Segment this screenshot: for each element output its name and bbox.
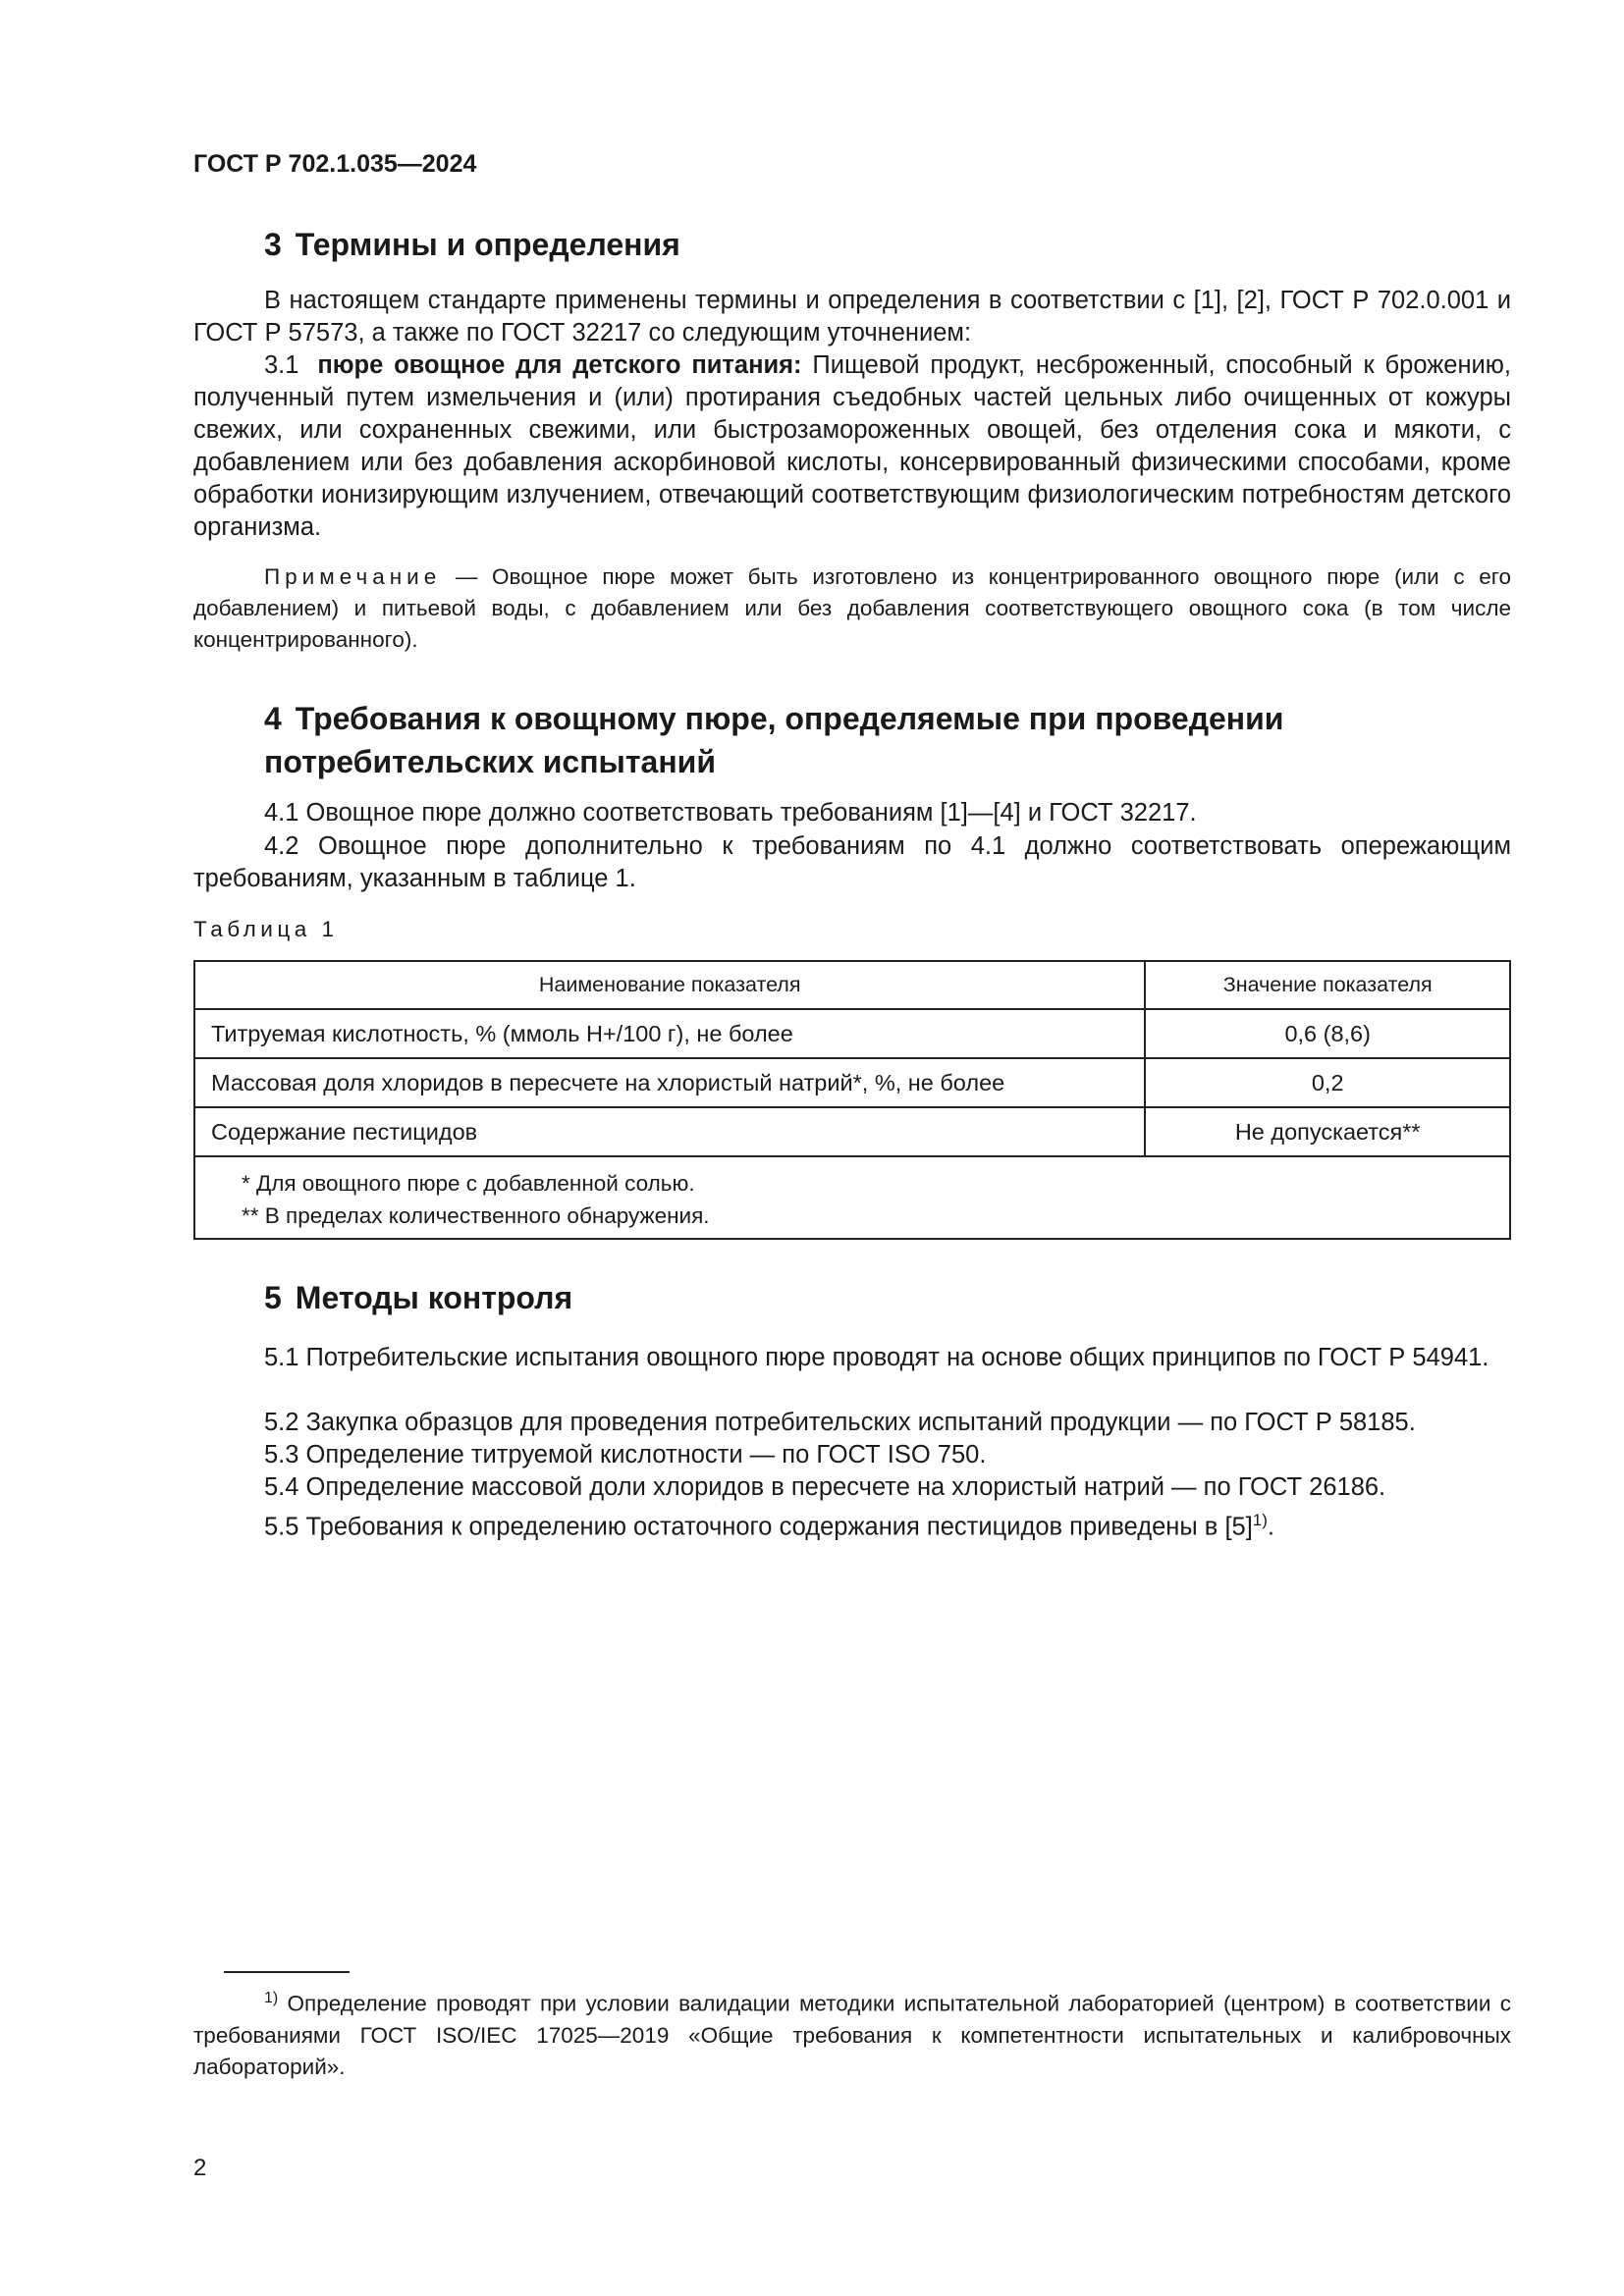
table-cell-value: 0,6 (8,6) <box>1145 1009 1510 1058</box>
footnote-reference: 1) <box>1252 1511 1268 1529</box>
section-4-title-line1: Требования к овощному пюре, определяемые при проведении <box>295 701 1284 736</box>
section-5-p1 <box>193 1342 1511 1374</box>
document-code: ГОСТ Р 702.1.035—2024 <box>193 150 477 178</box>
section-5-p5 <box>264 1504 1274 1544</box>
page-footnote-text: Определение проводят при условии валидации методики испытательной лабораторией (центром) в соответствии с требованиями ГОСТ ISO/IEC 17025—2019 «Общие требования к компетентности испытательных и калибровочных лабораторий». <box>193 1991 1511 2079</box>
footnote-divider <box>224 1971 350 1973</box>
table-caption: Таблица 1 <box>193 917 339 941</box>
section-5-heading <box>264 1276 572 1319</box>
section-4-number: 4 <box>264 701 282 736</box>
section-3-heading <box>264 223 680 266</box>
term-number: 3.1 <box>264 351 299 379</box>
note-label: Примечание <box>264 564 442 589</box>
section-3-intro-text: В настоящем стандарте применены термины и определения в соответствии с [1], [2], ГОСТ Р 702.0.001 и ГОСТ Р 57573, а также по ГОСТ 32217 со следующим уточнением: <box>193 287 1511 347</box>
table-row <box>194 1058 1510 1107</box>
section-5-p1-text: 5.1 Потребительские испытания овощного пюре проводят на основе общих принципов по ГОСТ Р 54941. <box>264 1344 1489 1371</box>
table-cell-name: Титруемая кислотность, % (ммоль H+/100 г), не более <box>194 1009 1145 1058</box>
section-5-p4: 5.4 Определение массовой доли хлоридов в пересчете на хлористый натрий — по ГОСТ 26186. <box>264 1473 1386 1501</box>
note <box>193 561 1511 656</box>
table-row <box>194 1107 1510 1156</box>
table-header-name: Наименование показателя <box>194 961 1145 1009</box>
table-cell-value: Не допускается** <box>1145 1107 1510 1156</box>
note-text: — Овощное пюре может быть изготовлено из концентрированного овощного пюре (или с его добавлением) и питьевой воды, с добавлением или без добавления соответствующего овощного сока (в том числе концентрированного). <box>193 564 1511 652</box>
table-row <box>194 1009 1510 1058</box>
page-number: 2 <box>193 2155 207 2181</box>
section-3-intro <box>193 285 1511 349</box>
section-5-title: Методы контроля <box>295 1280 573 1315</box>
table-footnote-1: * Для овощного пюре с добавленной солью. <box>242 1171 695 1196</box>
section-4-p2-text: 4.2 Овощное пюре дополнительно к требованиям по 4.1 должно соответствовать опережающим требованиям, указанным в таблице 1. <box>193 832 1511 892</box>
table-cell-name: Массовая доля хлоридов в пересчете на хлористый натрий*, %, не более <box>194 1058 1145 1107</box>
section-4-heading <box>264 697 1521 783</box>
table-cell-name: Содержание пестицидов <box>194 1107 1145 1156</box>
table-cell-value: 0,2 <box>1145 1058 1510 1107</box>
term-definition-text: Пищевой продукт, несброженный, способный к брожению, полученный путем измельчения и (или) протирания съедобных частей цельных либо очищенных от кожуры свежих, или сохраненных свежими, или быстрозамороженных овощей, без отделения сока и мякоти, с добавлением или без добавления аскорбиновой кислоты, консервированный физическими способами, кроме обработки ионизирующим излучением, отвечающий соответствующим физиологическим потребностям детского организма. <box>193 351 1511 541</box>
page-footnote-mark: 1) <box>264 1990 279 2006</box>
table-footnote-2: ** В пределах количественного обнаружения. <box>242 1203 710 1228</box>
section-5-p5-text: 5.5 Требования к определению остаточного содержания пестицидов приведены в [5] <box>264 1513 1253 1541</box>
section-4-p1 <box>193 797 1511 829</box>
section-4-p1-text: 4.1 Овощное пюре должно соответствовать требованиям [1]—[4] и ГОСТ 32217. <box>264 799 1197 827</box>
requirements-table <box>193 960 1511 1240</box>
section-5-p5-end: . <box>1267 1513 1275 1541</box>
table-footnotes <box>194 1156 1510 1239</box>
section-3-number: 3 <box>264 227 282 262</box>
table-header-row <box>194 961 1510 1009</box>
section-5-p2: 5.2 Закупка образцов для проведения потребительских испытаний продукции — по ГОСТ Р 58185. <box>264 1409 1416 1436</box>
section-5-number: 5 <box>264 1280 282 1315</box>
section-4-p2 <box>193 830 1511 895</box>
term-definition <box>193 349 1511 544</box>
page-footnote <box>193 1983 1511 2083</box>
table-header-value: Значение показателя <box>1145 961 1510 1009</box>
section-4-title-line2: потребительских испытаний <box>264 744 717 779</box>
section-5-p3: 5.3 Определение титруемой кислотности — по ГОСТ ISO 750. <box>264 1441 987 1468</box>
term-name: пюре овощное для детского питания: <box>317 351 802 379</box>
table-footnotes-row <box>194 1156 1510 1239</box>
section-3-title: Термины и определения <box>295 227 680 262</box>
